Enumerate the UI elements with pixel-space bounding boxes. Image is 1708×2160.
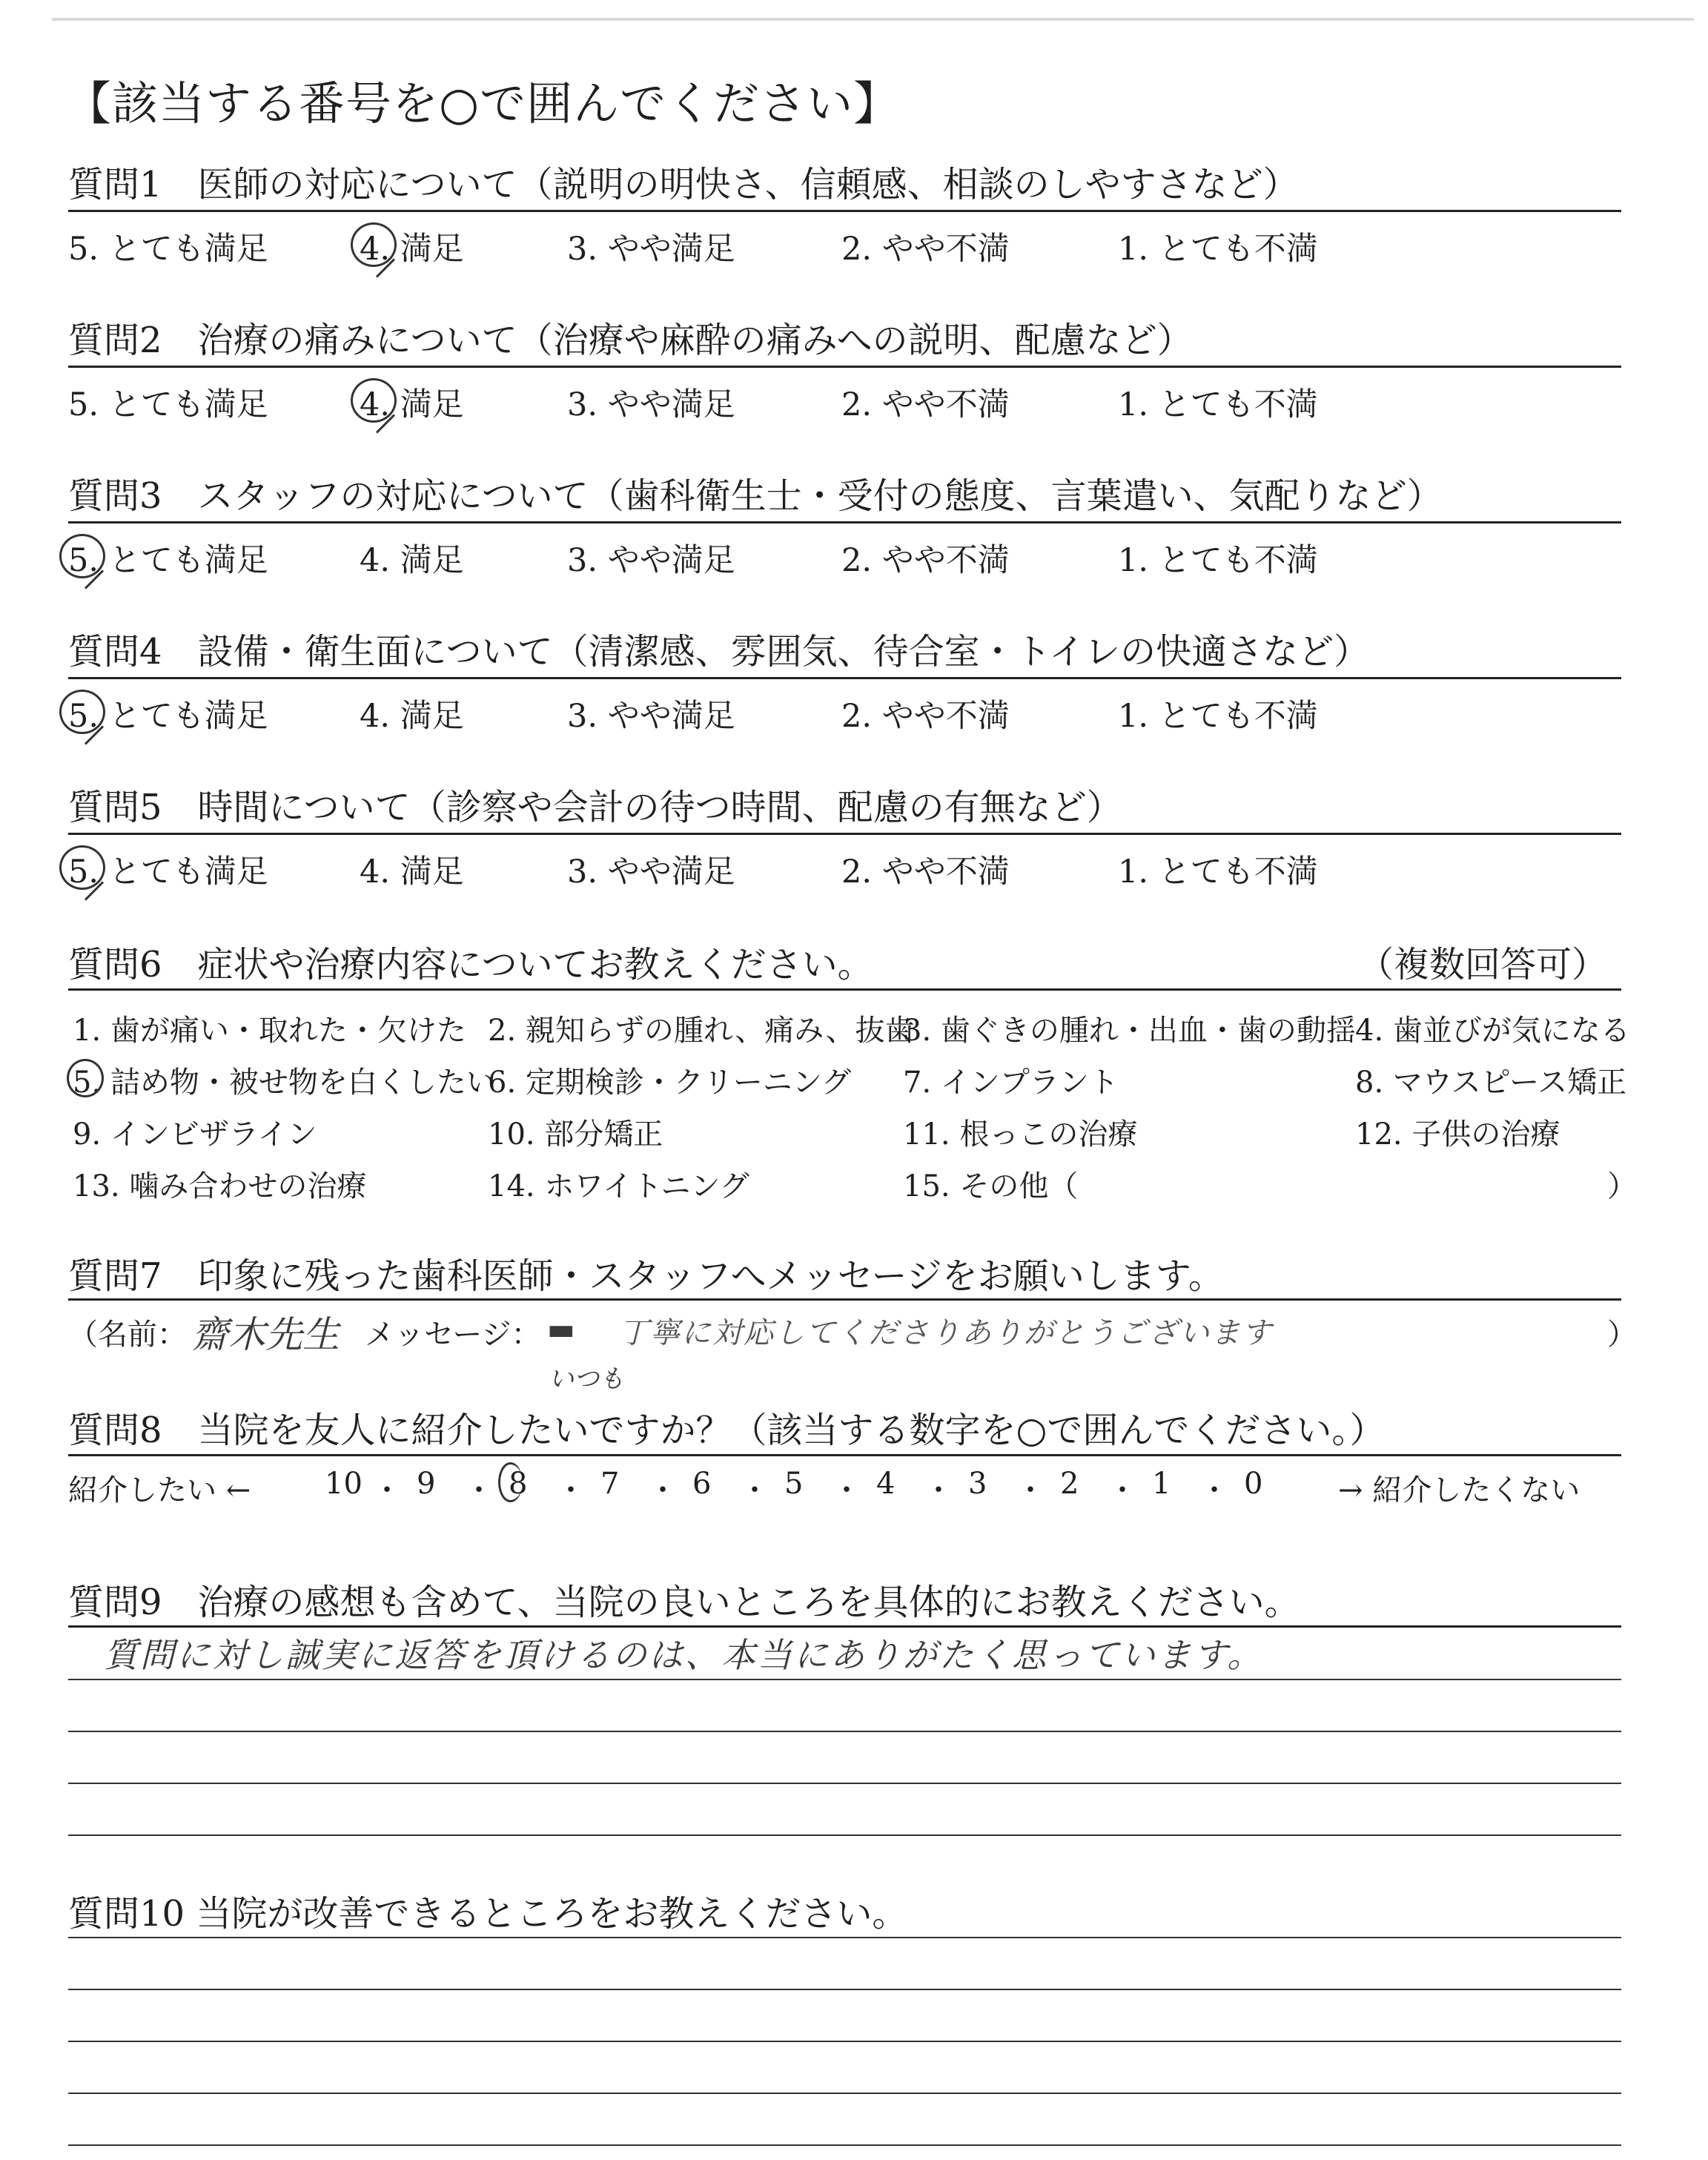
q8-separator: ・ [1016, 1473, 1045, 1507]
q8-number[interactable]: 5 [784, 1467, 804, 1501]
answer-circle-mark [59, 690, 105, 734]
q6-option-6[interactable]: 6. 定期検診・クリーニング [488, 1066, 852, 1100]
q8-separator: ・ [464, 1473, 494, 1507]
q8-number[interactable]: 8 [509, 1467, 528, 1501]
q6-option-2[interactable]: 2. 親知らずの腫れ、痛み、抜歯 [488, 1014, 915, 1048]
q1-option-4[interactable]: 4. 満足 [360, 231, 464, 268]
q10-answer-line [68, 1989, 1621, 1990]
q6-option-14[interactable]: 14. ホワイトニング [488, 1169, 749, 1203]
q4-rule [68, 677, 1621, 679]
q7-message-value[interactable]: 丁寧に対応してくださりありがとうございます [619, 1316, 1273, 1350]
q6-other-close: ） [1607, 1169, 1637, 1203]
q6-note: （複数回答可） [1358, 944, 1608, 985]
q7-name-value[interactable]: 齋木先生 [191, 1313, 340, 1356]
q4-option-3[interactable]: 3. やや満足 [567, 698, 735, 735]
q2-option-5[interactable]: 5. とても満足 [68, 386, 268, 423]
q9-answer-line [68, 1834, 1621, 1836]
q8-left-label: 紹介したい ← [68, 1473, 251, 1507]
q1-option-3[interactable]: 3. やや満足 [567, 231, 735, 268]
q9-rule [68, 1625, 1621, 1628]
q6-option-13[interactable]: 13. 噛み合わせの治療 [73, 1169, 367, 1203]
strike-mark: ▬ [547, 1312, 575, 1347]
q1-option-2[interactable]: 2. やや不満 [841, 231, 1010, 268]
q2-option-4[interactable]: 4. 満足 [360, 386, 464, 423]
q8-number[interactable]: 3 [968, 1467, 987, 1501]
q9-answer-line [68, 1679, 1621, 1680]
q6-title: 質問6 症状や治療内容についてお教えください。 [68, 944, 873, 985]
answer-circle-mark [351, 378, 397, 423]
q8-number[interactable]: 9 [417, 1467, 436, 1501]
q8-separator: ・ [924, 1473, 953, 1507]
q7-close-paren: ） [1607, 1318, 1637, 1352]
q8-right-label: → 紹介したくない [1338, 1473, 1580, 1507]
answer-circle-mark [67, 1059, 104, 1097]
q1-rule [68, 210, 1621, 212]
q8-number[interactable]: 7 [600, 1467, 620, 1501]
q4-title: 質問4 設備・衛生面について（清潔感、雰囲気、待合室・トイレの快適さなど） [68, 631, 1370, 673]
q2-title: 質問2 治療の痛みについて（治療や麻酔の痛みへの説明、配慮など） [68, 320, 1193, 361]
q10-answer-line [68, 2093, 1621, 2094]
q5-option-4[interactable]: 4. 満足 [360, 853, 464, 891]
q2-option-1[interactable]: 1. とても不満 [1118, 386, 1318, 423]
q8-separator: ・ [1108, 1473, 1137, 1507]
q3-rule [68, 521, 1621, 524]
q8-separator: ・ [832, 1473, 861, 1507]
q4-option-2[interactable]: 2. やや不満 [841, 698, 1010, 735]
q3-option-3[interactable]: 3. やや満足 [567, 542, 735, 579]
q8-number[interactable]: 4 [876, 1467, 896, 1501]
q3-title: 質問3 スタッフの対応について（歯科衛生士・受付の態度、言葉遣い、気配りなど） [68, 475, 1443, 517]
q8-separator: ・ [556, 1473, 586, 1507]
q2-rule [68, 366, 1621, 368]
q6-option-15[interactable]: 15. その他（ [903, 1169, 1079, 1203]
q3-option-4[interactable]: 4. 満足 [360, 542, 464, 579]
answer-circle-mark [498, 1462, 523, 1502]
q9-title: 質問9 治療の感想も含めて、当院の良いところを具体的にお教えください。 [68, 1582, 1300, 1623]
answer-circle-mark [59, 534, 105, 578]
q6-option-10[interactable]: 10. 部分矯正 [488, 1117, 663, 1152]
q6-option-5[interactable]: 5. 詰め物・被せ物を白くしたい [73, 1066, 496, 1100]
q8-number[interactable]: 10 [325, 1467, 363, 1501]
q2-option-2[interactable]: 2. やや不満 [841, 386, 1010, 423]
q5-title: 質問5 時間について（診察や会計の待つ時間、配慮の有無など） [68, 787, 1122, 828]
q5-option-3[interactable]: 3. やや満足 [567, 853, 735, 891]
page-top-edge [52, 18, 1694, 21]
q9-answer-line [68, 1783, 1621, 1784]
q8-separator: ・ [1199, 1473, 1229, 1507]
q8-number[interactable]: 1 [1152, 1467, 1171, 1501]
q6-option-12[interactable]: 12. 子供の治療 [1355, 1117, 1560, 1152]
page-heading: 【該当する番号を○で囲んでください】 [65, 76, 901, 131]
q9-answer-line [68, 1731, 1621, 1732]
q10-title: 質問10 当院が改善できるところをお教えください。 [68, 1893, 908, 1935]
q7-title: 質問7 印象に残った歯科医師・スタッフへメッセージをお願いします。 [68, 1255, 1224, 1297]
q5-option-2[interactable]: 2. やや不満 [841, 853, 1010, 891]
q4-option-4[interactable]: 4. 満足 [360, 698, 464, 735]
q7-message-insert: いつも [549, 1364, 624, 1394]
answer-circle-mark [59, 845, 105, 890]
q8-separator: ・ [740, 1473, 769, 1507]
q5-option-1[interactable]: 1. とても不満 [1118, 853, 1318, 891]
q6-option-7[interactable]: 7. インプラント [903, 1066, 1119, 1100]
q8-separator: ・ [648, 1473, 678, 1507]
q6-option-3[interactable]: 3. 歯ぐきの腫れ・出血・歯の動揺 [903, 1014, 1356, 1048]
q10-answer-line [68, 2144, 1621, 2146]
q5-rule [68, 833, 1621, 835]
q4-option-5[interactable]: 5. とても満足 [68, 698, 268, 735]
q3-option-5[interactable]: 5. とても満足 [68, 542, 268, 579]
q6-option-8[interactable]: 8. マウスピース矯正 [1355, 1066, 1627, 1100]
q6-option-11[interactable]: 11. 根っこの治療 [903, 1117, 1138, 1152]
q1-option-1[interactable]: 1. とても不満 [1118, 231, 1318, 268]
answer-circle-mark [351, 222, 397, 267]
q1-option-5[interactable]: 5. とても満足 [68, 231, 268, 268]
q8-separator: ・ [372, 1473, 402, 1507]
q7-name-label: （名前： [68, 1318, 187, 1352]
q9-answer[interactable]: 質問に対し誠実に返答を頂けるのは、本当にありがたく思っています。 [104, 1635, 1264, 1675]
q10-answer-line [68, 2041, 1621, 2042]
q5-option-5[interactable]: 5. とても満足 [68, 853, 268, 891]
q6-rule [68, 988, 1621, 991]
q10-answer-line [68, 1937, 1621, 1938]
q8-number[interactable]: 0 [1244, 1467, 1263, 1501]
q6-option-4[interactable]: 4. 歯並びが気になる [1355, 1014, 1630, 1048]
q8-rule [68, 1454, 1621, 1456]
q6-option-1[interactable]: 1. 歯が痛い・取れた・欠けた [73, 1014, 466, 1048]
q8-number[interactable]: 6 [692, 1467, 712, 1501]
q2-option-3[interactable]: 3. やや満足 [567, 386, 735, 423]
q8-number[interactable]: 2 [1060, 1467, 1079, 1501]
q7-message-label: メッセージ： [365, 1318, 541, 1352]
q1-title: 質問1 医師の対応について（説明の明快さ、信頼感、相談のしやすさなど） [68, 164, 1299, 205]
q4-option-1[interactable]: 1. とても不満 [1118, 698, 1318, 735]
q6-option-9[interactable]: 9. インビザライン [73, 1117, 317, 1152]
q8-title: 質問8 当院を友人に紹介したいですか？（該当する数字を○で囲んでください。） [68, 1410, 1386, 1451]
q3-option-2[interactable]: 2. やや不満 [841, 542, 1010, 579]
q7-rule [68, 1298, 1621, 1301]
q3-option-1[interactable]: 1. とても不満 [1118, 542, 1318, 579]
